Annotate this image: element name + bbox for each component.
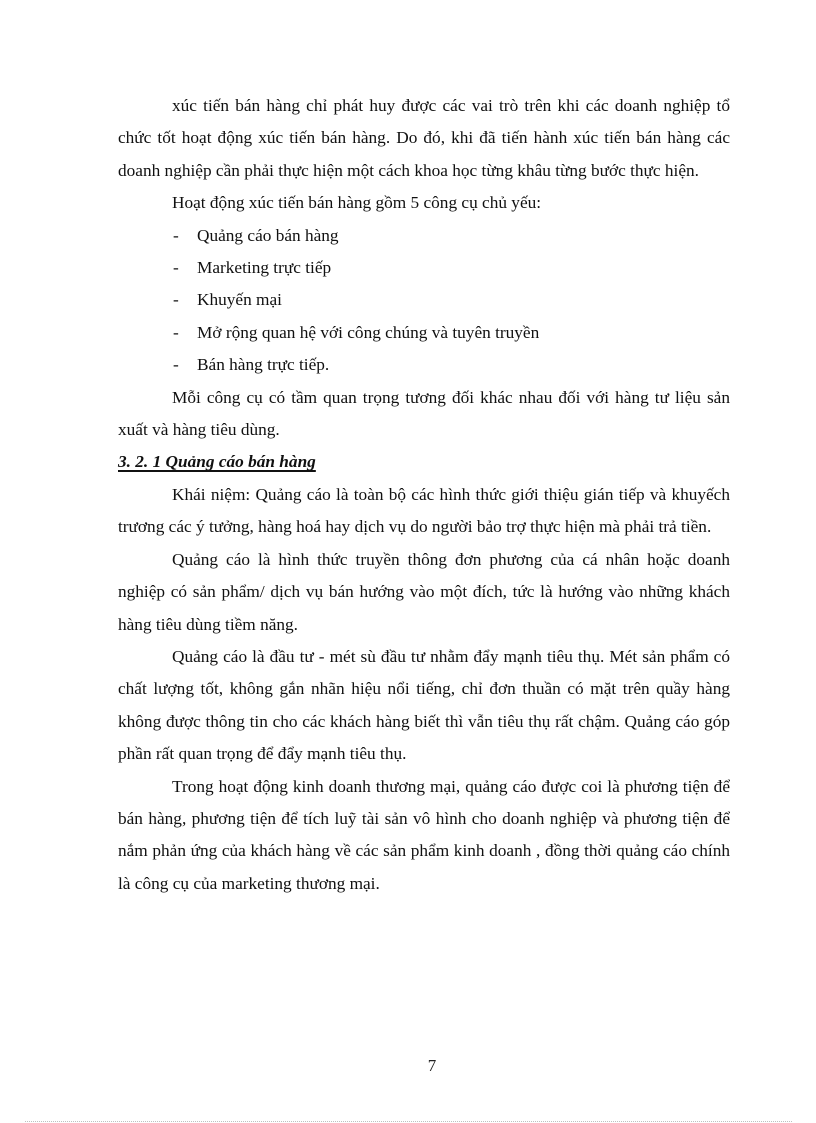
list-item-text: Mở rộng quan hệ với công chúng và tuyên truyền [197,322,540,342]
paragraph-intro-continuation: xúc tiến bán hàng chỉ phát huy được các vai trò trên khi các doanh nghiệp tổ chức tốt hoạt động xúc tiến bán hàng. Do đó, khi đã tiến hành xúc tiến bán hàng các doanh nghiệp cần phải thực hiện một cách khoa học từng khâu từng bước thực hiện. [118,96,730,180]
list-item-text: Bán hàng trực tiếp. [197,355,330,375]
paragraph-investment: Quảng cáo là đầu tư - mét sù đầu tư nhằm đẩy mạnh tiêu thụ. Mét sản phẩm có chất lượng tốt, không gắn nhãn hiệu nổi tiếng, chỉ đơn thuần có mặt trên quầy hàng không được thông tin cho các khách hàng biết thì vẫn tiêu thụ rất chậm. Quảng cáo góp phần rất quan trọng để đẩy mạnh tiêu thụ. [118,646,730,764]
list-item [118,220,730,252]
page-bottom-dotted-rule [25,1121,792,1122]
dash-bullet: - [173,258,179,278]
paragraph-commerce-role: Trong hoạt động kinh doanh thương mại, quảng cáo được coi là phương tiện để bán hàng, phương tiện để tích luỹ tài sản vô hình cho doanh nghiệp và phương tiện để nắm phản ứng của khách hàng về các sản phẩm kinh doanh , đồng thời quảng cáo chính là công cụ của marketing thương mại. [118,776,730,893]
list-item-text: Marketing trực tiếp [197,258,332,278]
list-item [118,284,730,316]
dash-bullet: - [173,322,179,342]
list-item-text: Khuyến mại [197,290,282,310]
paragraph-tools-intro: Hoạt động xúc tiến bán hàng gồm 5 công cụ chủ yếu: [172,193,542,213]
document-page-body [118,90,730,900]
tools-list [118,220,730,382]
list-item-text: Quảng cáo bán hàng [197,225,339,245]
dash-bullet: - [173,290,179,310]
section-heading: 3. 2. 1 Quảng cáo bán hàng [118,452,316,472]
page-number: 7 [427,1056,437,1075]
dash-bullet: - [173,225,179,245]
paragraph-one-way-communication: Quảng cáo là hình thức truyền thông đơn phương của cá nhân hoặc doanh nghiệp có sản phẩm/ dịch vụ bán hướng vào một đích, tức là hướng vào những khách hàng tiêu dùng tiềm năng. [118,549,730,634]
dash-bullet: - [173,355,179,375]
list-item [118,317,730,349]
paragraph-tools-importance: Mỗi công cụ có tầm quan trọng tương đối khác nhau đối với hàng tư liệu sản xuất và hàng tiêu dùng. [118,387,730,440]
paragraph-definition: Khái niệm: Quảng cáo là toàn bộ các hình thức giới thiệu gián tiếp và khuyếch trương các ý tưởng, hàng hoá hay dịch vụ do người bảo trợ thực hiện mà phải trả tiền. [118,484,730,537]
list-item [118,252,730,284]
list-item [118,349,730,381]
